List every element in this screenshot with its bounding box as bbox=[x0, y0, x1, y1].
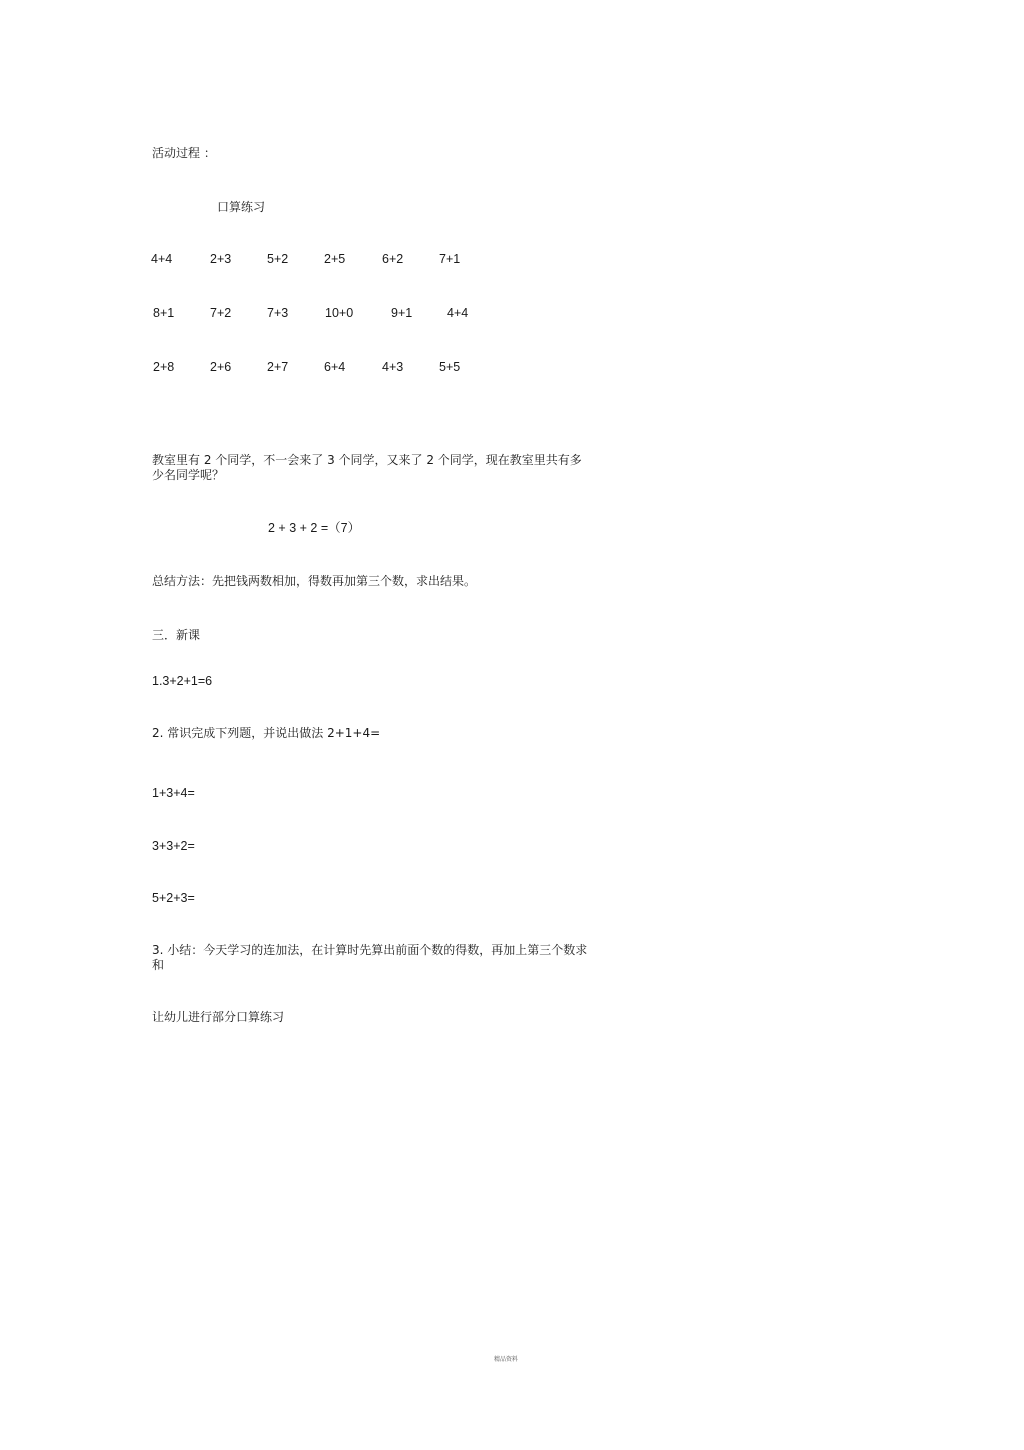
word-problem-line-2: 少名同学呢？ bbox=[152, 468, 225, 482]
practice-cell: 2+3 bbox=[210, 252, 232, 266]
closing-note: 让幼儿进行部分口算练习 bbox=[152, 1010, 285, 1024]
practice-cell: 4+4 bbox=[151, 252, 173, 266]
practice-cell: 2+8 bbox=[153, 360, 175, 374]
oral-practice-title: 口算练习 bbox=[217, 200, 266, 214]
practice-cell: 9+1 bbox=[391, 306, 413, 320]
summary-method: 总结方法：先把钱两数相加，得数再加第三个数，求出结果。 bbox=[152, 574, 477, 588]
practice-cell: 2+7 bbox=[267, 360, 289, 374]
activity-heading: 活动过程 ： bbox=[152, 146, 216, 160]
practice-cell: 10+0 bbox=[325, 306, 354, 320]
practice-cell: 7+2 bbox=[210, 306, 232, 320]
practice-cell: 2+6 bbox=[210, 360, 232, 374]
practice-cell: 7+3 bbox=[267, 306, 289, 320]
exercise-1: 1+3+4= bbox=[152, 786, 195, 800]
new-lesson-item-3-line-1: 3. 小结：今天学习的连加法，在计算时先算出前面个数的得数，再加上第三个数求 bbox=[152, 943, 588, 957]
exercise-2: 3+3+2= bbox=[152, 839, 195, 853]
new-lesson-item-1: 1.3+2+1=6 bbox=[152, 674, 213, 688]
exercise-3: 5+2+3= bbox=[152, 891, 195, 905]
practice-cell: 7+1 bbox=[439, 252, 461, 266]
practice-cell: 6+2 bbox=[382, 252, 404, 266]
practice-cell: 8+1 bbox=[153, 306, 175, 320]
word-problem-equation: 2 + 3 + 2 =（7） bbox=[268, 521, 361, 535]
practice-cell: 6+4 bbox=[324, 360, 346, 374]
new-lesson-item-3-line-2: 和 bbox=[152, 958, 165, 972]
practice-cell: 4+3 bbox=[382, 360, 404, 374]
practice-cell: 4+4 bbox=[447, 306, 469, 320]
practice-cell: 5+2 bbox=[267, 252, 289, 266]
page-footer: 精品资料 bbox=[494, 1356, 519, 1363]
new-lesson-item-2: 2. 常识完成下列题，并说出做法 2+1+4= bbox=[152, 726, 381, 740]
word-problem-line-1: 教室里有 2 个同学，不一会来了 3 个同学，又来了 2 个同学，现在教室里共有多 bbox=[152, 453, 582, 467]
practice-cell: 2+5 bbox=[324, 252, 346, 266]
new-lesson-heading: 三．新课 bbox=[152, 628, 201, 642]
practice-cell: 5+5 bbox=[439, 360, 461, 374]
